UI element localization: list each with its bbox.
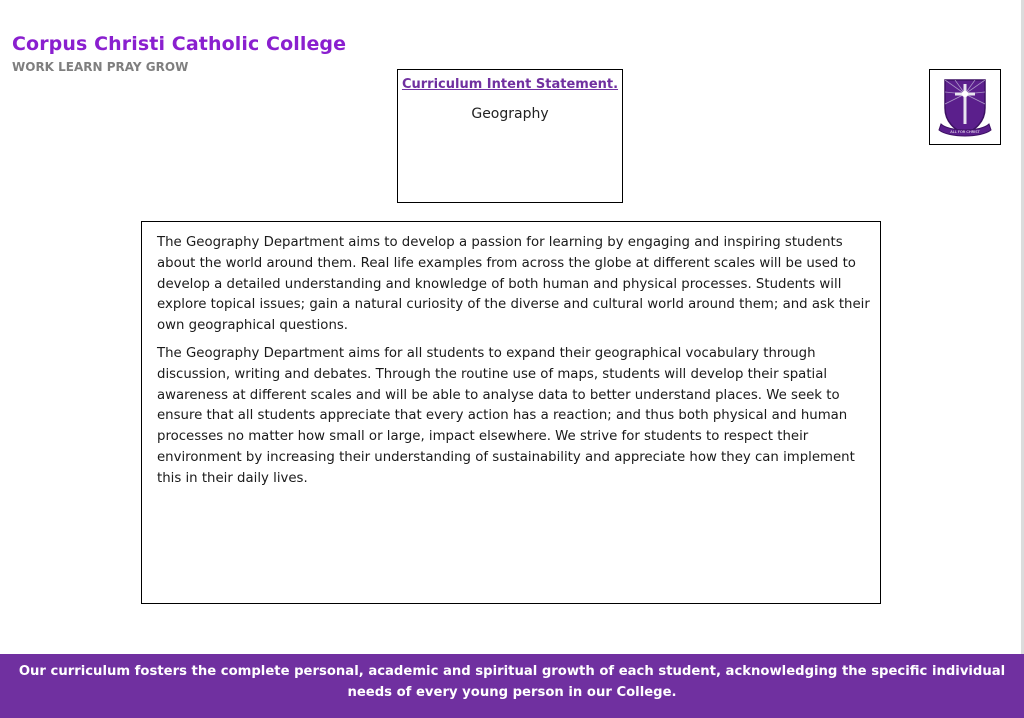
college-name: Corpus Christi Catholic College [12,33,347,55]
college-motto: WORK LEARN PRAY GROW [12,60,189,74]
footer-text: Our curriculum fosters the complete personal, academic and spiritual growth of each student, acknowledging the specific individual needs of every young person in our College. [18,664,1006,700]
intent-title: Curriculum Intent Statement. [401,77,619,92]
curriculum-text-box [141,221,881,604]
intent-statement-box [397,69,623,203]
crest-motto-text: ALL FOR CHRIST [950,130,980,134]
crest-cross-vertical [964,84,967,124]
subject-name: Geography [471,106,549,122]
footer-banner [0,654,1024,718]
crest-box [929,69,1001,145]
intent-paragraph-1: The Geography Department aims to develop a passion for learning by engaging and inspiring students about the world around them. Real life examples from across the globe at different scales will be used to develop a detailed understanding and knowledge of both human and physical processes. Students will explore topical issues; gain a natural curiosity of the diverse and cultural world around them; and ask their own geographical questions. [157,235,870,334]
college-crest-icon [937,74,993,140]
intent-paragraph-2: The Geography Department aims for all students to expand their geographical vocabulary through discussion, writing and debates. Through the routine use of maps, students will develop their spatial awareness at different scales and will be able to analyse data to better understand places. We seek to ensure that all students appreciate that every action has a reaction; and thus both physical and human processes no matter how small or large, impact elsewhere. We strive for students to respect their environment by increasing their understanding of sustainability and appreciate how they can implement this in their daily lives. [157,345,855,486]
